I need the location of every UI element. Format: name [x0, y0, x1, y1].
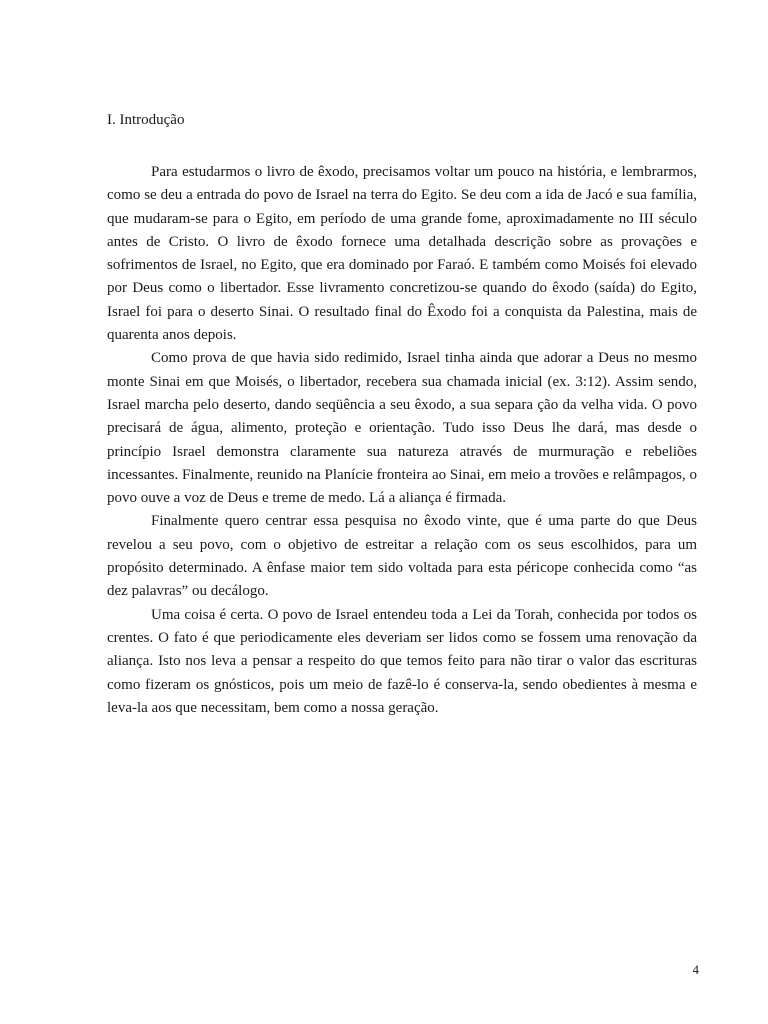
paragraph-1: Para estudarmos o livro de êxodo, precisamos voltar um pouco na história, e lembrarmos, como se deu a entrada do povo de Israel na terra do Egito. Se deu com a ida de Jacó e sua família, que mudaram-se para o Egito, em período de uma grande fome, aproximadamente no III século antes de Cristo. O livro de êxodo fornece uma detalhada descrição sobre as provações e sofrimentos de Israel, no Egito, que era dominado por Faraó. E também como Moisés foi elevado por Deus como o libertador. Esse livramento concretizou-se quando do êxodo (saída) do Egito, Israel foi para o deserto Sinai. O resultado final do Êxodo foi a conquista da Palestina, mais de quarenta anos depois. — [107, 164, 697, 344]
body-text — [107, 161, 697, 720]
page-number: 4 — [692, 962, 699, 977]
section-heading: I. Introdução — [107, 112, 185, 128]
paragraph-4: Uma coisa é certa. O povo de Israel entendeu toda a Lei da Torah, conhecida por todos os crentes. O fato é que periodicamente eles deveriam ser lidos como se fossem uma renovação da aliança. Isto nos leva a pensar a respeito do que temos feito para não tirar o valor das escrituras como fizeram os gnósticos, pois um meio de fazê-lo é conserva-la, sendo obedientes à mesma e leva-la aos que necessitam, bem como a nossa geração. — [107, 606, 697, 716]
paragraph-3: Finalmente quero centrar essa pesquisa no êxodo vinte, que é uma parte do que Deus revelou a seu povo, com o objetivo de estreitar a relação com os seus escolhidos, para um propósito determinado. A ênfase maior tem sido voltada para esta péricope conhecida como “as dez palavras” ou decálogo. — [107, 513, 697, 600]
paragraph-2: Como prova de que havia sido redimido, Israel tinha ainda que adorar a Deus no mesmo monte Sinai em que Moisés, o libertador, recebera sua chamada inicial (ex. 3:12). Assim sendo, Israel marcha pelo deserto, dando seqüência a seu êxodo, a sua separa ção da velha vida. O povo precisará de água, alimento, proteção e orientação. Tudo isso Deus lhe dará, mas desde o princípio Israel demonstra claramente sua natureza através de murmuração e rebeliões incessantes. Finalmente, reunido na Planície fronteira ao Sinai, em meio a trovões e relâmpagos, o povo ouve a voz de Deus e treme de medo. Lá a aliança é firmada. — [107, 350, 697, 507]
